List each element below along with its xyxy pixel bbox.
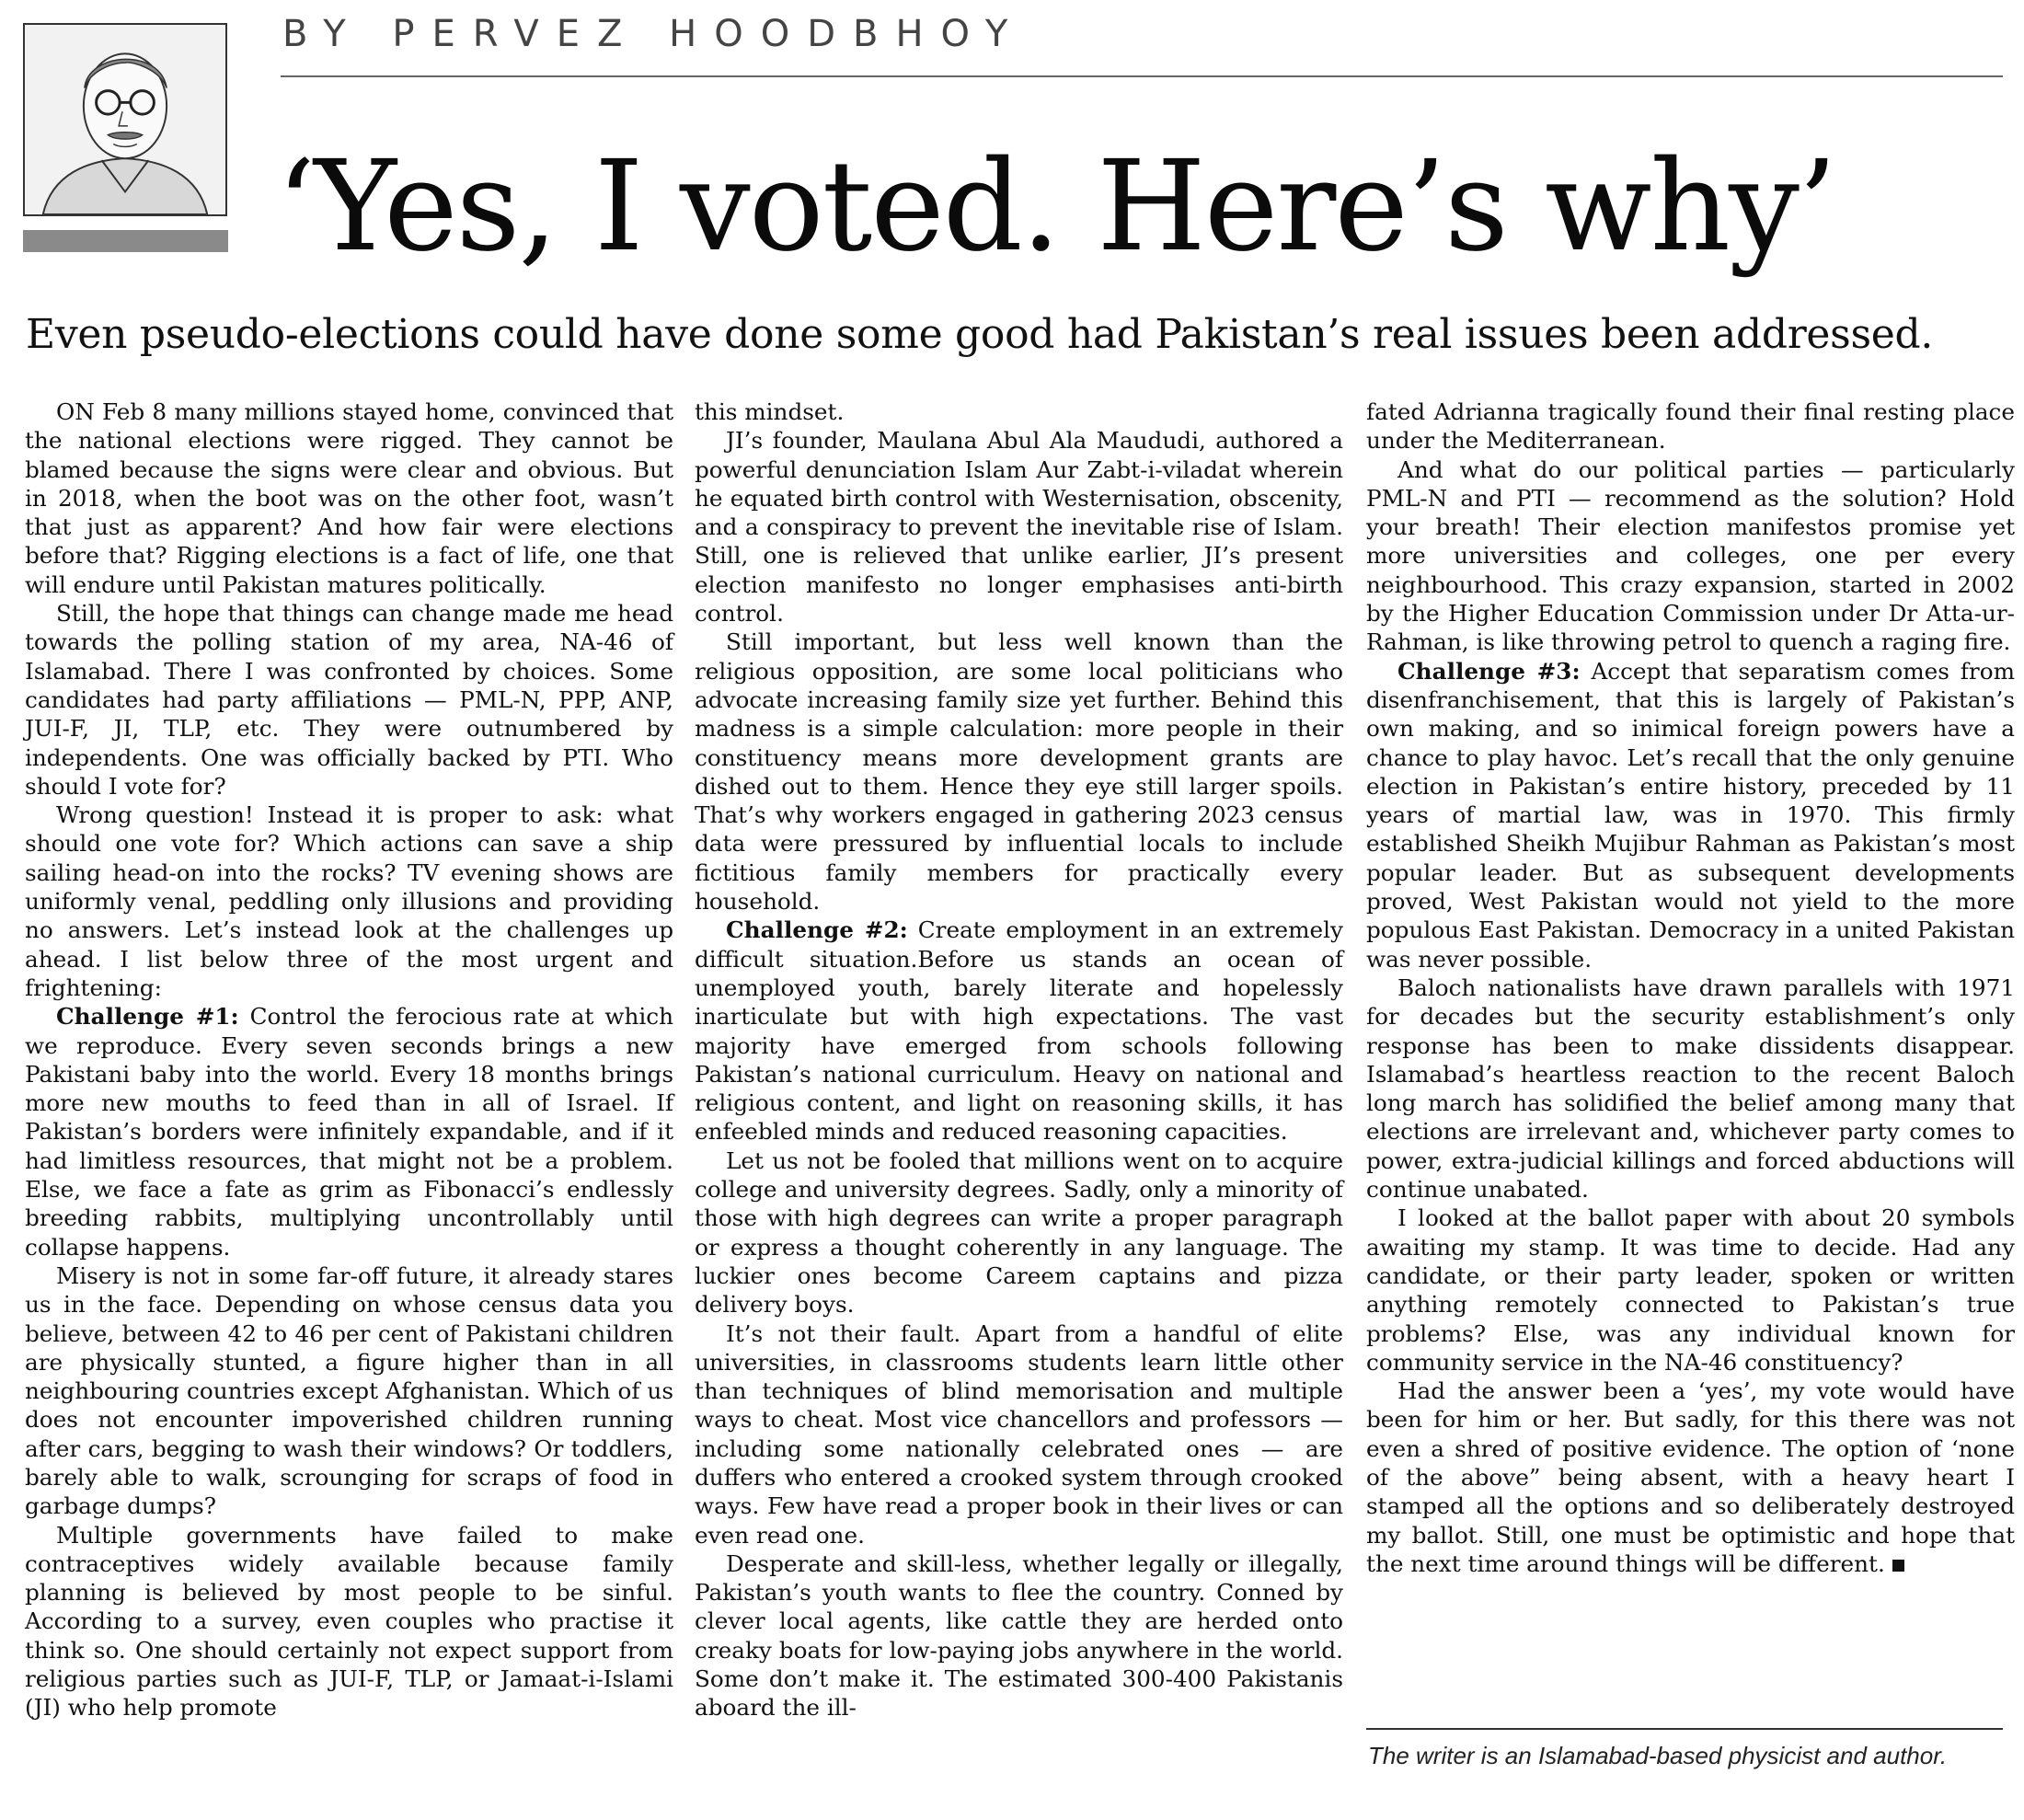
photo-caption-bar (23, 230, 228, 252)
paragraph (1366, 1377, 2015, 1578)
author-photo (23, 23, 227, 216)
paragraph (25, 801, 673, 1002)
paragraph-text: It’s not their fault. Apart from a handful of elite universities, in classrooms students learn little other than techniques of blind memorisation and multiple ways to cheat. Most vice chancellors and professors — including some nationally celebrated ones — are duffers who entered a crooked system through crooked ways. Few have read a proper book in their lives or can even read one. (695, 1319, 1343, 1549)
author-portrait-icon (25, 25, 225, 214)
paragraph-text: Control the ferocious rate at which we reproduce. Every seven seconds brings a new Pakistani baby into the world. Every 18 months brings more new mouths to feed than in all of Israel. If Pakistan’s borders were infinitely expandable, and if it had limitless resources, that might not be a problem. Else, we face a fate as grim as Fibonacci’s endlessly breeding rabbits, multiplying uncontrollably until collapse happens. (25, 1003, 674, 1261)
paragraph-text: Baloch nationalists have drawn parallels with 1971 for decades but the security establishment’s only response has been to make dissidents disappear. Islamabad’s heartless reaction to the recent Baloch long march has solidified the belief among many that elections are irrelevant and, whichever party comes to power, extra-judicial killings and forced abductions will continue unabated. (1366, 973, 2015, 1204)
byline-rule (281, 75, 2003, 77)
paragraph (25, 599, 673, 801)
paragraph-text: Wrong question! Instead it is proper to ask: what should one vote for? Which actions can save a ship sailing head-on into the rocks? TV evening shows are uniformly venal, peddling only illusions and providing no answers. Let’s instead look at the challenges up ahead. I list below three of the most urgent and frightening: (25, 801, 673, 1001)
paragraph-text: this mindset. (695, 398, 845, 425)
article-column-3 (1366, 397, 2015, 1578)
paragraph-text: JI’s founder, Maulana Abul Ala Maududi, authored a powerful denunciation Islam Aur Zabt-i-viladat wherein he equated birth control with Westernisation, obscenity, and a conspiracy to prevent the inevitable rise of Islam. Still, one is relieved that unlike earlier, JI’s present election manifesto no longer emphasises anti-birth control. (695, 427, 1343, 628)
paragraph (695, 1549, 1343, 1722)
paragraph (695, 1319, 1343, 1549)
headline: ‘Yes, I voted. Here’s why’ (276, 134, 1836, 280)
paragraph (25, 1002, 673, 1261)
challenge-heading: Challenge #1: (56, 1003, 239, 1031)
paragraph (695, 1146, 1343, 1319)
paragraph (695, 397, 1343, 426)
challenge-heading: Challenge #3: (1397, 657, 1581, 685)
subheadline: Even pseudo-elections could have done some good had Pakistan’s real issues been addressed. (26, 311, 1934, 358)
paragraph-text: I looked at the ballot paper with about 20 symbols awaiting my stamp. It was time to decide. Had any candidate, or their party leader, spoken or written anything remotely connected to Pakistan’s true problems? Else, was any individual known for community service in the NA-46 constituency? (1366, 1204, 2015, 1376)
paragraph (695, 628, 1343, 916)
paragraph-text: Misery is not in some far-off future, it already stares us in the face. Depending on whose census data you believe, between 42 to 46 per cent of Pakistani children are physically stunted, a figure higher than in all neighbouring countries except Afghanistan. Which of us does not encounter impoverished children running after cars, begging to wash their windows? Or toddlers, barely able to walk, scrounging for scraps of food in garbage dumps? (25, 1261, 673, 1520)
paragraph (1366, 397, 2015, 455)
paragraph (1366, 1204, 2015, 1377)
paragraph-text: Still, the hope that things can change made me head towards the polling station of my area, NA-46 of Islamabad. There I was confronted by choices. Some candidates had party affiliations — PML-N, PPP, ANP, JUI-F, JI, TLP, etc. They were outnumbered by independents. One was officially backed by PTI. Who should I vote for? (25, 600, 673, 800)
paragraph-text: Multiple governments have failed to make contraceptives widely available because family planning is believed by most people to be sinful. According to a survey, even couples who practise it think so. One should certainly not expect support from religious parties such as JUI-F, TLP, or Jamaat-i-Islami (JI) who help promote (25, 1521, 673, 1722)
paragraph-text: Desperate and skill-less, whether legally or illegally, Pakistan’s youth wants to flee the country. Conned by clever local agents, like cattle they are herded onto creaky boats for low-paying jobs anywhere in the world. Some don’t make it. The estimated 300-400 Pakistanis aboard the ill- (695, 1549, 1343, 1722)
paragraph-text: Create employment in an extremely difficult situation.Before us stands an ocean of unemployed youth, barely literate and hopelessly inarticulate but with high expectations. The vast majority have emerged from schools following Pakistan’s national curriculum. Heavy on national and religious content, and light on reasoning skills, it has enfeebled minds and reduced reasoning capacities. (695, 916, 1343, 1146)
paragraph (1366, 657, 2015, 973)
byline: BY PERVEZ HOODBHOY (282, 13, 1026, 55)
square-end-mark-icon (1892, 1560, 1904, 1572)
paragraph (1366, 973, 2015, 1204)
paragraph-text: Still important, but less well known than the religious opposition, are some local politicians who advocate increasing family size yet further. Behind this madness is a simple calculation: more people in their constituency means more development grants are dished out to them. Hence they eye still larger spoils. That’s why workers engaged in gathering 2023 census data were pressured by influential locals to include fictitious family members for practically every household. (695, 628, 1343, 916)
paragraph-text: Let us not be fooled that millions went on to acquire college and university degrees. Sadly, only a minority of those with high degrees can write a proper paragraph or express a thought coherently in any language. The luckier ones become Careem captains and pizza delivery boys. (695, 1146, 1343, 1319)
paragraph-text: fated Adrianna tragically found their final resting place under the Mediterranean. (1366, 398, 2015, 455)
paragraph-text: Had the answer been a ‘yes’, my vote would have been for him or her. But sadly, for this there was not even a shred of positive evidence. The option of ‘none of the above” being absent, with a heavy heart I stamped all the options and so deliberately destroyed my ballot. Still, one must be optimistic and hope that the next time around things will be different. (1366, 1377, 2015, 1577)
footer-rule (1366, 1728, 2003, 1730)
article-column-2 (695, 397, 1343, 1722)
paragraph (1366, 455, 2015, 657)
paragraph (25, 397, 673, 599)
paragraph-text: Accept that separatism comes from disenfranchisement, that this is largely of Pakistan’s own making, and so inimical foreign powers have a chance to play havoc. Let’s recall that the only genuine election in Pakistan’s entire history, preceded by 11 years of martial law, was in 1970. This firmly established Sheikh Mujibur Rahman as Pakistan’s most popular leader. But as subsequent developments proved, West Pakistan would not yield to the more populous East Pakistan. Democracy in a united Pakistan was never possible. (1366, 657, 2016, 973)
paragraph (695, 916, 1343, 1146)
article-column-1 (25, 397, 673, 1722)
paragraph (695, 426, 1343, 628)
paragraph-text: And what do our political parties — particularly PML-N and PTI — recommend as the solution? Hold your breath! Their election manifestos promise yet more universities and colleges, one per every neighbourhood. This crazy expansion, started in 2002 by the Higher Education Commission under Dr Atta-ur-Rahman, is like throwing petrol to quench a raging fire. (1366, 455, 2015, 656)
paragraph-text: ON Feb 8 many millions stayed home, convinced that the national elections were rigged. They cannot be blamed because the signs were clear and obvious. But in 2018, when the boot was on the other foot, wasn’t that just as apparent? And how fair were elections before that? Rigging elections is a fact of life, one that will endure until Pakistan matures politically. (25, 398, 673, 598)
paragraph (25, 1521, 673, 1722)
author-note: The writer is an Islamabad-based physicist and author. (1368, 1742, 1948, 1769)
challenge-heading: Challenge #2: (726, 916, 908, 944)
paragraph (25, 1261, 673, 1521)
